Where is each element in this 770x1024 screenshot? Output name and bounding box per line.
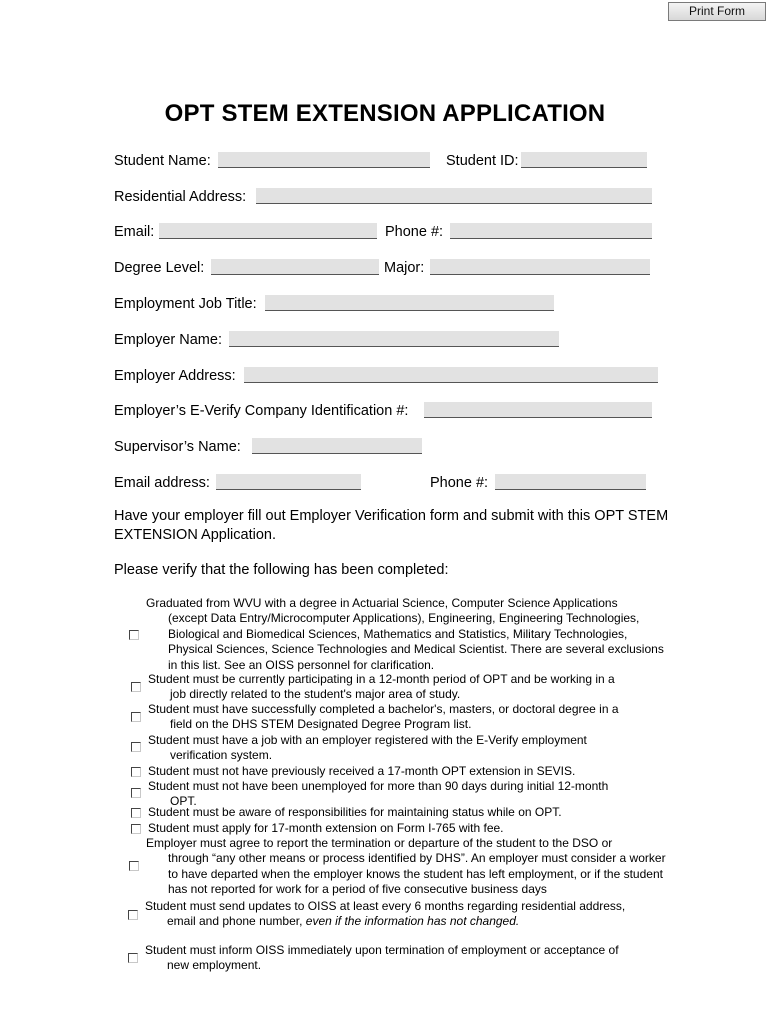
job-title-field[interactable] xyxy=(265,295,554,311)
major-label: Major: xyxy=(384,260,425,276)
checklist-item-2: Student must be currently participating in a 12-month period of OPT and be working in a job directly related to the student's major area of study. xyxy=(148,672,615,702)
student-name-field[interactable] xyxy=(218,152,430,168)
checklist-checkbox-9[interactable] xyxy=(129,861,139,871)
checklist-checkbox-8[interactable] xyxy=(131,824,141,834)
supervisor-phone-label: Phone #: xyxy=(430,475,489,491)
major-field[interactable] xyxy=(430,259,650,275)
checklist-checkbox-2[interactable] xyxy=(131,682,141,692)
job-title-label: Employment Job Title: xyxy=(114,296,257,312)
checklist-checkbox-10[interactable] xyxy=(128,910,138,920)
checklist-item-3: Student must have successfully completed a bachelor's, masters, or doctoral degree in a field on the DHS STEM Designated Degree Program list. xyxy=(148,702,619,732)
supervisor-email-label: Email address: xyxy=(114,475,210,491)
residential-address-field[interactable] xyxy=(256,188,652,204)
checklist-checkbox-11[interactable] xyxy=(128,953,138,963)
checklist-item-10: Student must send updates to OISS at least every 6 months regarding residential address, email and phone number, even if the information has not changed. xyxy=(145,899,626,929)
degree-level-field[interactable] xyxy=(211,259,379,275)
checklist-item-8: Student must apply for 17-month extension on Form I-765 with fee. xyxy=(148,821,504,835)
employer-name-label: Employer Name: xyxy=(114,332,222,348)
checklist-checkbox-7[interactable] xyxy=(131,808,141,818)
instructions-text: Have your employer fill out Employer Verification form and submit with this OPT STEM EXTENSION Application. xyxy=(114,508,669,543)
phone-field[interactable] xyxy=(450,223,652,239)
email-field[interactable] xyxy=(159,223,377,239)
checklist-checkbox-5[interactable] xyxy=(131,767,141,777)
checklist-item-7: Student must be aware of responsibilities for maintaining status while on OPT. xyxy=(148,805,562,819)
supervisor-name-label: Supervisor’s Name: xyxy=(114,439,241,455)
student-id-field[interactable] xyxy=(521,152,647,168)
email-label: Email: xyxy=(114,224,155,240)
print-form-button[interactable]: Print Form xyxy=(668,2,766,21)
employer-address-field[interactable] xyxy=(244,367,658,383)
residential-address-label: Residential Address: xyxy=(114,189,247,205)
student-name-label: Student Name: xyxy=(114,153,211,169)
checklist-item-5: Student must not have previously received a 17-month OPT extension in SEVIS. xyxy=(148,764,576,778)
checklist-checkbox-1[interactable] xyxy=(129,630,139,640)
degree-level-label: Degree Level: xyxy=(114,260,205,276)
checklist-item-4: Student must have a job with an employer registered with the E-Verify employment verification system. xyxy=(148,733,587,763)
phone-label: Phone #: xyxy=(385,224,444,240)
verify-prompt: Please verify that the following has been completed: xyxy=(114,562,449,578)
checklist-item-11: Student must inform OISS immediately upon termination of employment or acceptance of new employment. xyxy=(145,943,619,973)
checklist-item-6: Student must not have been unemployed for more than 90 days during initial 12-month OPT. xyxy=(148,779,609,809)
checklist-checkbox-3[interactable] xyxy=(131,712,141,722)
checklist-checkbox-4[interactable] xyxy=(131,742,141,752)
supervisor-email-field[interactable] xyxy=(216,474,361,490)
student-id-label: Student ID: xyxy=(446,153,519,169)
checklist-item-1: Graduated from WVU with a degree in Actuarial Science, Computer Science Applications (except Data Entry/Microcomputer Applications), Engineering, Engineering Technologies, Biological and Biomedical Sciences, Mathematics and Statistics, Military Technologies, Physical Sciences, Science Technologies and Medical Scientist. There are several exclusions in this list. See an OISS personnel for clarification. xyxy=(146,596,664,672)
supervisor-name-field[interactable] xyxy=(252,438,422,454)
checklist-item-9: Employer must agree to report the termination or departure of the student to the DSO or through “any other means or process identified by DHS”. An employer must consider a worker to have departed when the employer knows the student has left employment, or if the student has not reported for work for a period of five consecutive business days xyxy=(146,836,666,897)
employer-name-field[interactable] xyxy=(229,331,559,347)
everify-id-field[interactable] xyxy=(424,402,652,418)
page-title: OPT STEM EXTENSION APPLICATION xyxy=(164,100,606,127)
supervisor-phone-field[interactable] xyxy=(495,474,646,490)
checklist-checkbox-6[interactable] xyxy=(131,788,141,798)
everify-id-label: Employer’s E-Verify Company Identification #: xyxy=(114,403,409,419)
employer-address-label: Employer Address: xyxy=(114,368,236,384)
